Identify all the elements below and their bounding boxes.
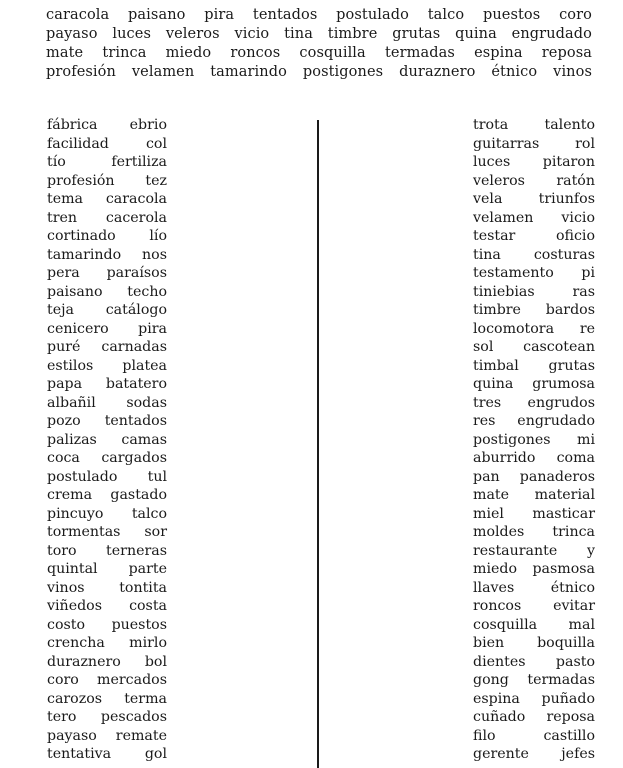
word-pair-line: res engrudado bbox=[473, 413, 595, 429]
word-pair-line: quintal parte bbox=[47, 561, 167, 577]
word-pair-line: costo puestos bbox=[47, 616, 167, 633]
word-pair-line: veleros ratón bbox=[473, 172, 595, 189]
word-pair-line: payaso remate bbox=[47, 727, 167, 744]
word-pair-line: palizas camas bbox=[47, 431, 167, 448]
word-pair-line: teja catálogo bbox=[47, 302, 167, 318]
word-pair-line: tormentas sor bbox=[47, 524, 167, 540]
word-pair-line: pan panaderos bbox=[473, 468, 595, 485]
word-pair-line: tres engrudos bbox=[473, 394, 595, 411]
word-pair-line: profesión tez bbox=[47, 172, 167, 189]
word-pair-line: testar oficio bbox=[473, 228, 595, 244]
word-pair-line: miedo pasmosa bbox=[473, 561, 595, 577]
word-pair-line: quina grumosa bbox=[473, 376, 595, 392]
word-pair-line: coro mercados bbox=[47, 672, 167, 688]
word-pair-line: gong termadas bbox=[473, 672, 595, 688]
word-pair-line: paisano techo bbox=[47, 283, 167, 300]
left-word-column bbox=[47, 116, 167, 764]
word-pair-line: tamarindo nos bbox=[47, 246, 167, 263]
word-pair-line: locomotora re bbox=[473, 320, 595, 337]
word-pair-line: postigones mi bbox=[473, 431, 595, 448]
word-pair-line: viñedos costa bbox=[47, 598, 167, 614]
word-pair-line: fábrica ebrio bbox=[47, 117, 167, 133]
word-pair-line: toro terneras bbox=[47, 542, 167, 559]
word-pair-line: tentativa gol bbox=[47, 746, 167, 762]
word-pair-line: albañil sodas bbox=[47, 394, 167, 411]
word-pair-line: llaves étnico bbox=[473, 579, 595, 596]
word-pair-line: testamento pi bbox=[473, 265, 595, 281]
word-pair-line: moldes trinca bbox=[473, 524, 595, 540]
word-pair-line: papa batatero bbox=[47, 376, 167, 392]
word-pair-line: miel masticar bbox=[473, 505, 595, 522]
word-pair-line: puré carnadas bbox=[47, 339, 167, 355]
word-pair-line: coca cargados bbox=[47, 450, 167, 466]
word-pair-line: estilos platea bbox=[47, 357, 167, 374]
right-word-column bbox=[473, 116, 595, 764]
word-pair-line: postulado tul bbox=[47, 468, 167, 485]
word-pair-line: duraznero bol bbox=[47, 653, 167, 670]
word-pair-line: crencha mirlo bbox=[47, 635, 167, 651]
header-line: profesión velamen tamarindo postigones duraznero étnico vinos bbox=[46, 64, 592, 80]
word-pair-line: crema gastado bbox=[47, 487, 167, 503]
word-pair-line: facilidad col bbox=[47, 135, 167, 152]
header-line: mate trinca miedo roncos cosquilla termadas espina reposa bbox=[46, 45, 592, 61]
word-pair-line: tío fertiliza bbox=[47, 154, 167, 170]
word-pair-line: trota talento bbox=[473, 117, 595, 133]
word-pair-line: luces pitaron bbox=[473, 154, 595, 170]
word-pair-line: mate material bbox=[473, 487, 595, 503]
word-pair-line: cosquilla mal bbox=[473, 616, 595, 633]
word-pair-line: timbal grutas bbox=[473, 357, 595, 374]
word-pair-line: tema caracola bbox=[47, 191, 167, 207]
word-pair-line: guitarras rol bbox=[473, 135, 595, 152]
header-line: payaso luces veleros vicio tina timbre grutas quina engrudado bbox=[46, 26, 592, 42]
column-divider bbox=[317, 120, 319, 768]
word-pair-line: restaurante y bbox=[473, 542, 595, 559]
word-pair-line: pera paraísos bbox=[47, 265, 167, 281]
word-pair-line: carozos terma bbox=[47, 690, 167, 707]
word-pair-line: vela triunfos bbox=[473, 191, 595, 207]
word-pair-line: filo castillo bbox=[473, 727, 595, 744]
word-pair-line: tero pescados bbox=[47, 709, 167, 725]
word-pair-line: aburrido coma bbox=[473, 450, 595, 466]
word-pair-line: bien boquilla bbox=[473, 635, 595, 651]
word-pair-line: vinos tontita bbox=[47, 579, 167, 596]
word-pair-line: cortinado lío bbox=[47, 228, 167, 244]
word-pair-line: cenicero pira bbox=[47, 320, 167, 337]
word-pair-line: pincuyo talco bbox=[47, 505, 167, 522]
word-pair-line: sol cascotean bbox=[473, 339, 595, 355]
word-pair-line: roncos evitar bbox=[473, 598, 595, 614]
word-pair-line: pozo tentados bbox=[47, 413, 167, 429]
word-pair-line: tiniebias ras bbox=[473, 283, 595, 300]
word-pair-line: gerente jefes bbox=[473, 746, 595, 762]
word-pair-line: espina puñado bbox=[473, 690, 595, 707]
header-line: caracola paisano pira tentados postulado talco puestos coro bbox=[46, 7, 592, 23]
word-pair-line: tina costuras bbox=[473, 246, 595, 263]
word-pair-line: dientes pasto bbox=[473, 653, 595, 670]
word-pair-line: velamen vicio bbox=[473, 209, 595, 226]
word-pair-line: cuñado reposa bbox=[473, 709, 595, 725]
word-pair-line: tren cacerola bbox=[47, 209, 167, 226]
word-pair-line: timbre bardos bbox=[473, 302, 595, 318]
